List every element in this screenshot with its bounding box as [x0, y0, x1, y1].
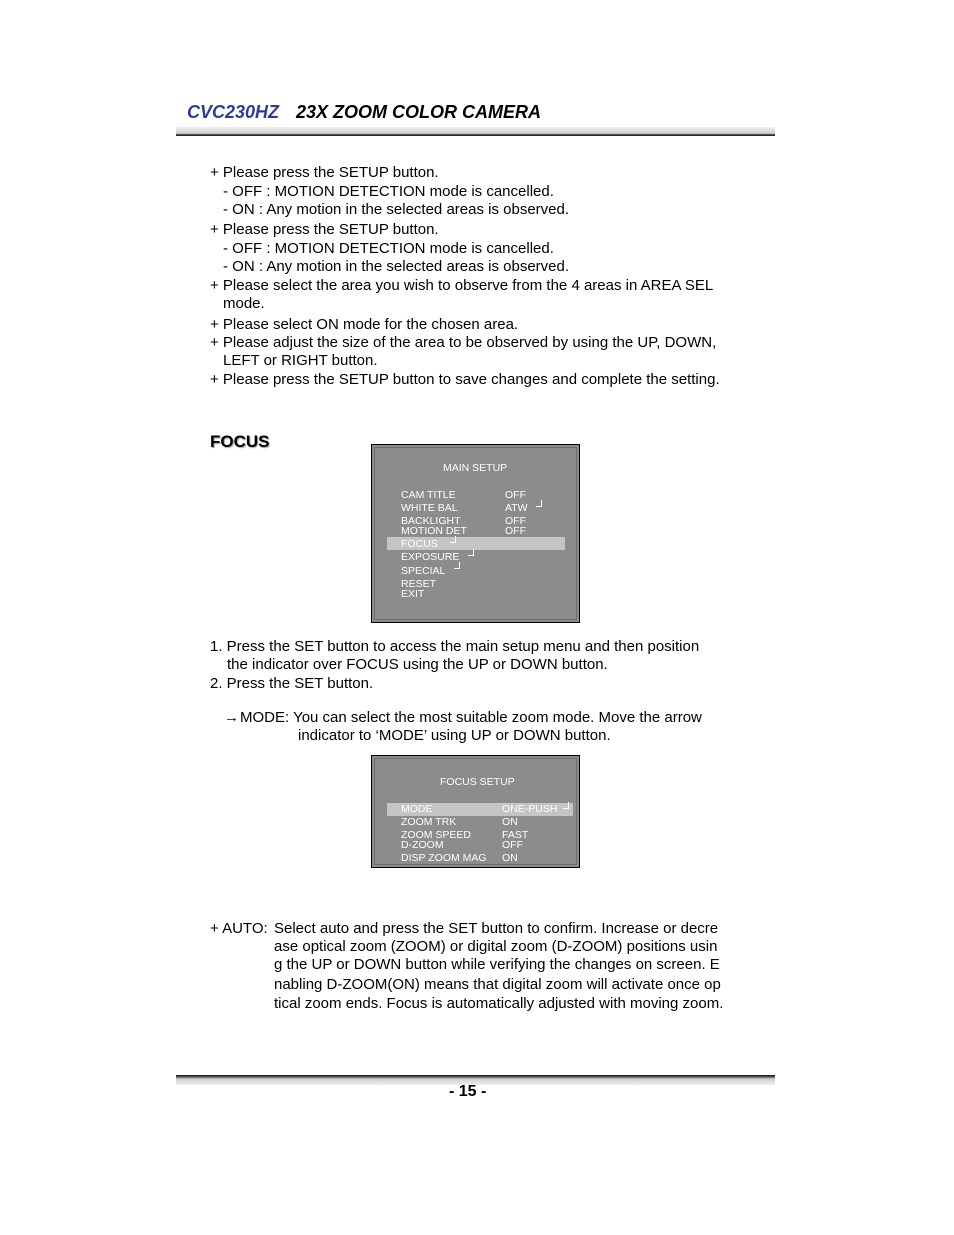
osd-item-label: WHITE BAL [401, 502, 458, 514]
mode-note-line: indicator to ‘MODE’ using UP or DOWN button. [298, 727, 611, 744]
instruction-line: LEFT or RIGHT button. [223, 352, 378, 369]
osd-item-value: OFF [502, 839, 523, 851]
mode-note-line: MODE: You can select the most suitable zoom mode. Move the arrow [240, 709, 702, 726]
osd-item-value: ON [502, 816, 518, 828]
osd-item-value: FAST [502, 829, 529, 841]
osd-item-label: EXIT [401, 588, 425, 600]
osd-item-label: BACKLIGHT [401, 515, 461, 527]
instruction-line: + Please select ON mode for the chosen area. [210, 316, 519, 333]
osd-item-label: SPECIAL [401, 565, 446, 577]
instruction-line: - OFF : MOTION DETECTION mode is cancelled. [223, 183, 554, 200]
focus-section-title: FOCUS [210, 432, 270, 451]
osd-item-label: D-ZOOM [401, 839, 444, 851]
auto-note-line: ase optical zoom (ZOOM) or digital zoom (D-ZOOM) positions usin [274, 938, 718, 955]
focus-setup-osd [371, 755, 580, 868]
page-number: - 15 - [449, 1083, 487, 1100]
osd-item-value: ON [502, 852, 518, 864]
osd-item-label: ZOOM TRK [401, 816, 457, 828]
auto-note-line: tical zoom ends. Focus is automatically adjusted with moving zoom. [274, 995, 724, 1012]
osd-item-label-selected: FOCUS [401, 538, 438, 550]
model-name: CVC230HZ [187, 102, 280, 122]
enter-submenu-icon [536, 500, 542, 507]
step-line: 2. Press the SET button. [210, 675, 374, 692]
auto-note-prefix: + AUTO: [210, 920, 268, 937]
step-line: the indicator over FOCUS using the UP or DOWN button. [227, 656, 608, 673]
osd-item-value: OFF [505, 525, 526, 537]
osd-item-label: MOTION DET [401, 525, 467, 537]
osd-title: MAIN SETUP [443, 462, 508, 474]
step-line: 1. Press the SET button to access the main setup menu and then position [210, 638, 700, 655]
product-title: 23X ZOOM COLOR CAMERA [296, 102, 542, 122]
auto-note-line: nabling D-ZOOM(ON) means that digital zoom will activate once op [274, 976, 721, 993]
enter-submenu-icon [563, 802, 569, 809]
instruction-line: + Please select the area you wish to observe from the 4 areas in AREA SEL [210, 277, 714, 294]
header-rule [176, 127, 775, 136]
osd-item-label: RESET [401, 578, 437, 590]
main-setup-osd [371, 444, 580, 623]
osd-item-label: ZOOM SPEED [401, 829, 472, 841]
osd-item-label: DISP ZOOM MAG [401, 852, 487, 864]
enter-submenu-icon [454, 562, 460, 569]
osd-item-label: CAM TITLE [401, 489, 456, 501]
instruction-line: mode. [223, 295, 265, 312]
instruction-line: + Please press the SETUP button to save changes and complete the setting. [210, 371, 720, 388]
osd-item-label-selected: MODE [401, 803, 433, 815]
osd-item-label: EXPOSURE [401, 551, 460, 563]
osd-item-value: OFF [505, 489, 526, 501]
osd-item-value-selected: ONE-PUSH [502, 803, 558, 815]
instruction-line: - ON : Any motion in the selected areas is observed. [223, 201, 570, 218]
instruction-line: + Please press the SETUP button. [210, 221, 439, 238]
instruction-line: - ON : Any motion in the selected areas is observed. [223, 258, 570, 275]
osd-item-value: OFF [505, 515, 526, 527]
instruction-line: + Please adjust the size of the area to be observed by using the UP, DOWN, [210, 334, 717, 351]
instruction-line: + Please press the SETUP button. [210, 164, 439, 181]
enter-submenu-icon [468, 549, 474, 556]
auto-note-line: Select auto and press the SET button to confirm. Increase or decre [274, 920, 719, 937]
osd-title: FOCUS SETUP [440, 776, 515, 788]
osd-item-value: ATW [505, 502, 528, 514]
right-arrow-icon: → [224, 709, 239, 726]
enter-submenu-icon [450, 536, 456, 543]
auto-note-line: g the UP or DOWN button while verifying the changes on screen. E [274, 956, 720, 973]
instruction-line: - OFF : MOTION DETECTION mode is cancelled. [223, 240, 554, 257]
